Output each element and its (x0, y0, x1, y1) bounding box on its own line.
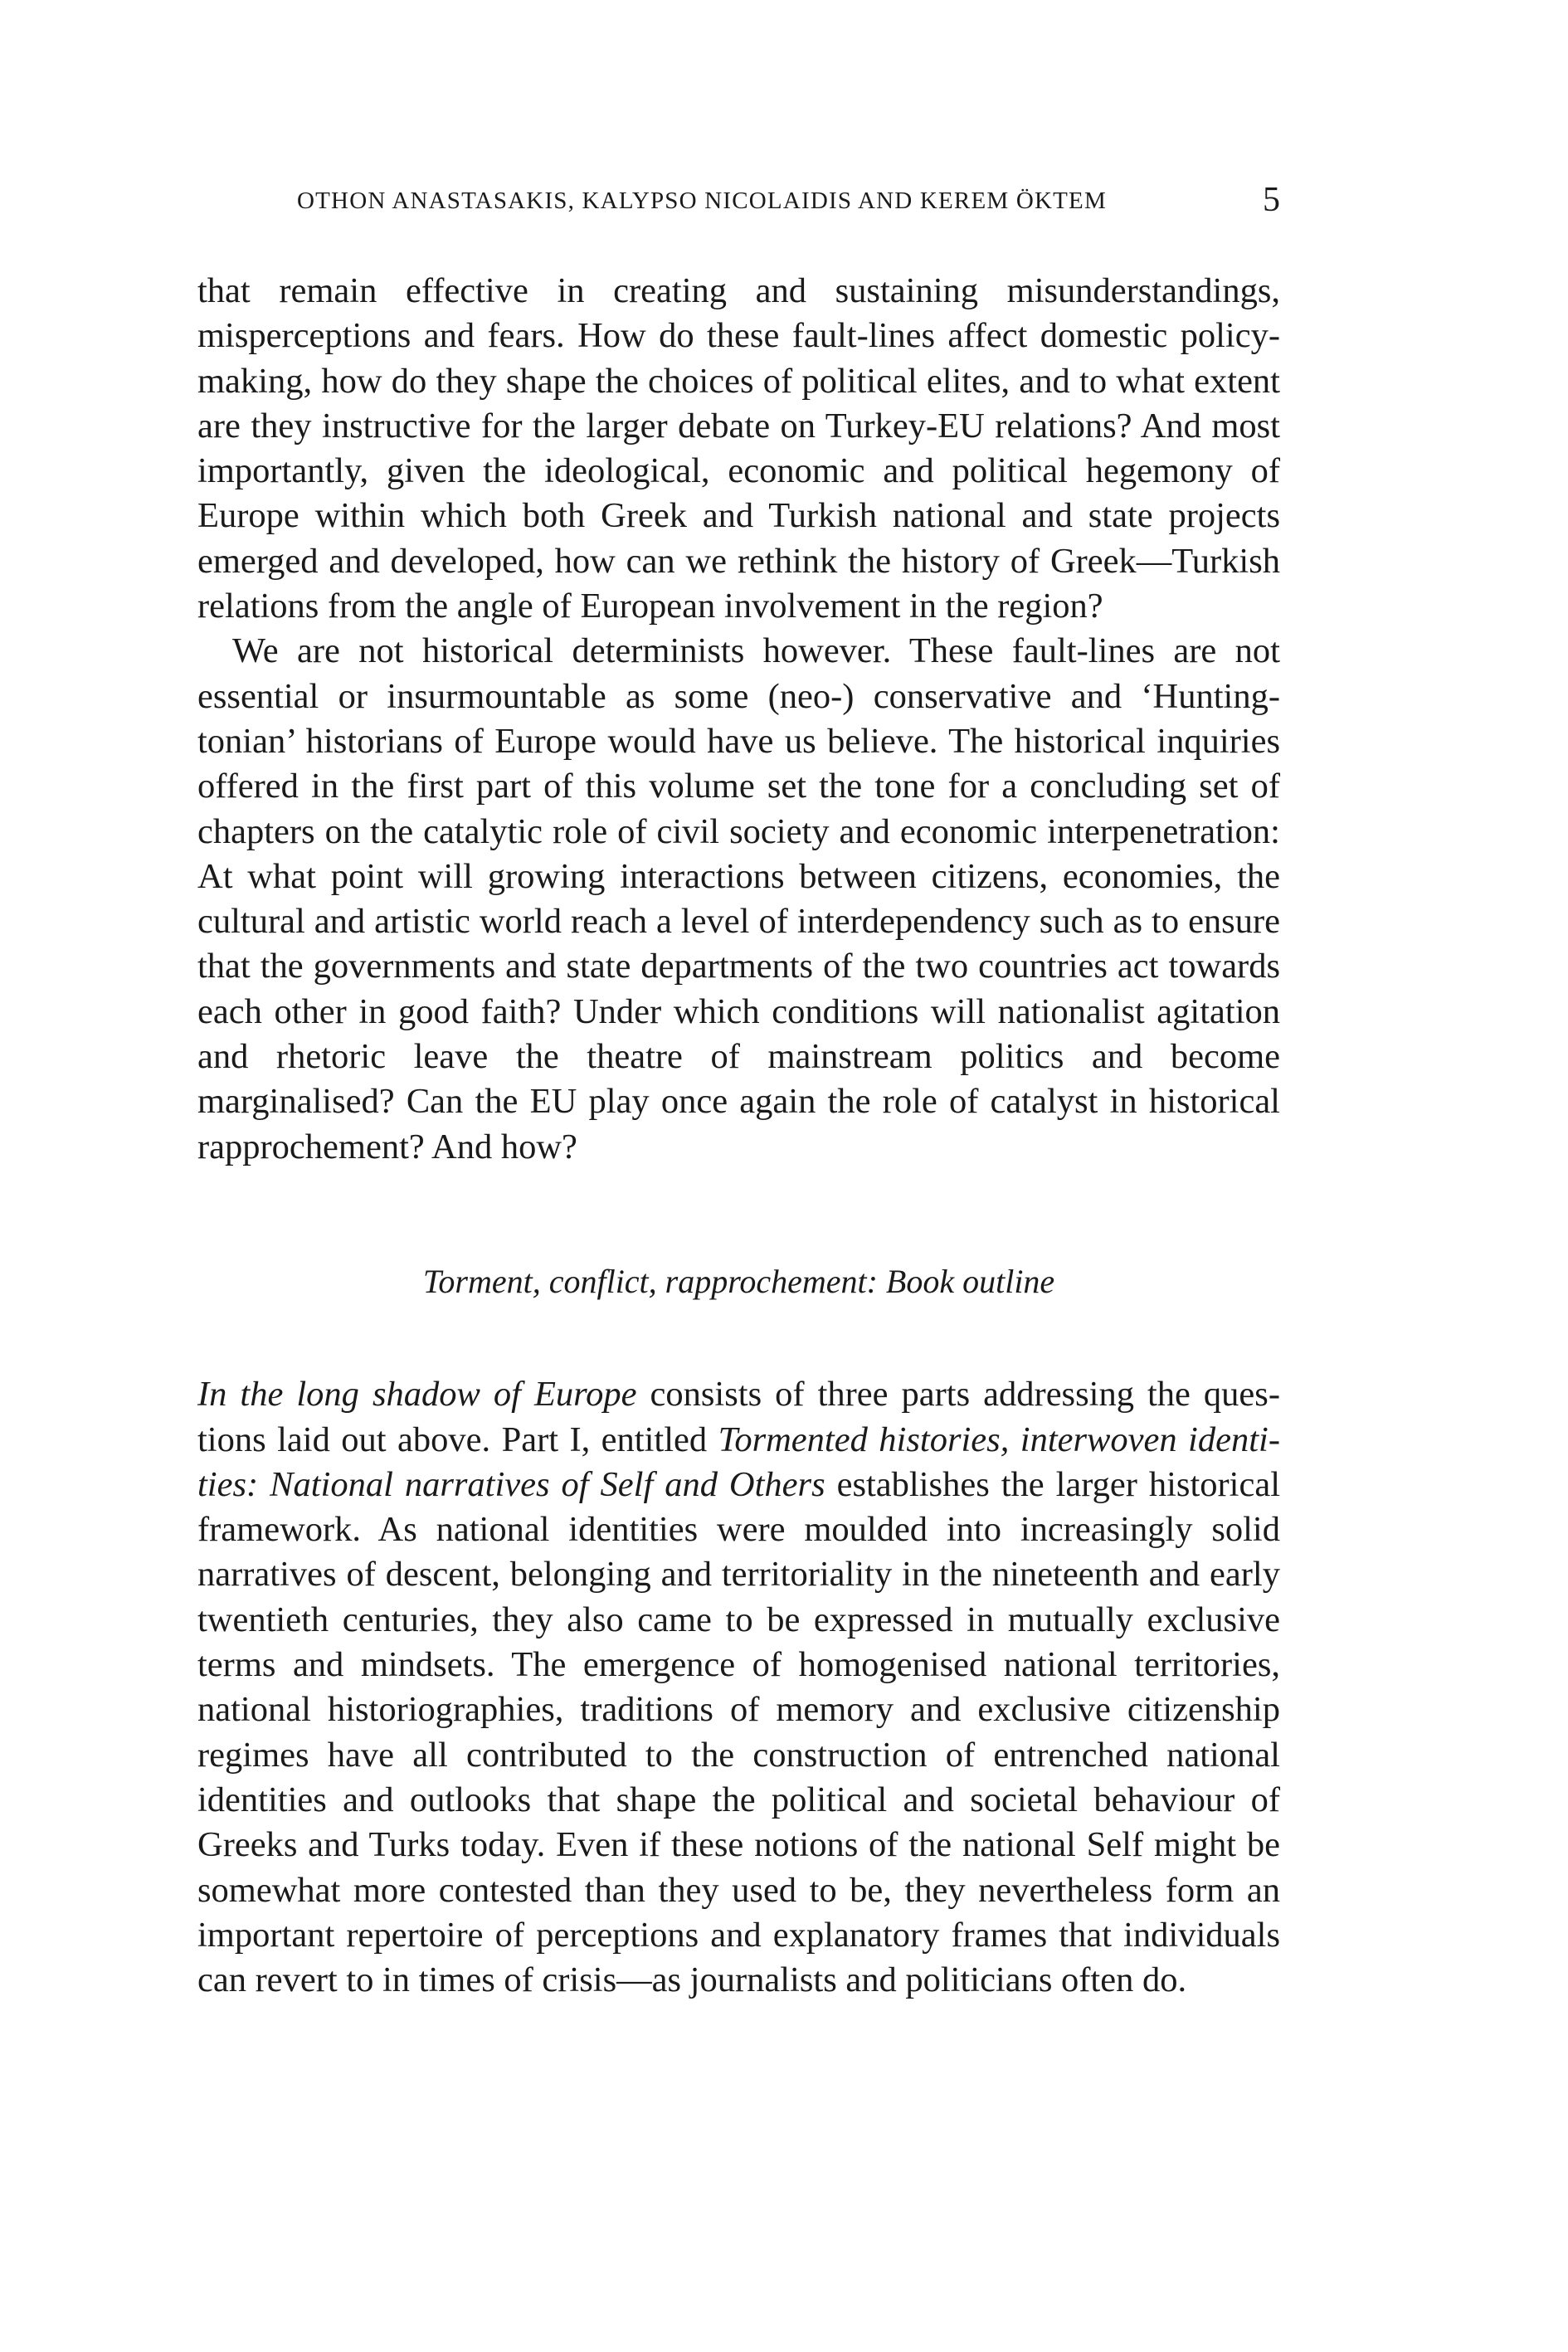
body-text (197, 269, 1280, 2003)
paragraph-3-text-b: establishes the larger historical framework. As national identities were moulded into increasingly solid narratives of descent, belonging and territoriality in the nineteenth and early twentieth centuries, they also came to be expressed in mutually exclusive terms and mindsets. The emergence of homogenised national territories, national historiographies, traditions of memory and exclusive citizenship regimes have all contributed to the construction of entrenched national identities and outlooks that shape the political and societal behaviour of Greeks and Turks today. Even if these notions of the national Self might be somewhat more contested than they used to be, they nevertheless form an important repertoire of perceptions and explanatory frames that individuals can revert to in times of crisis—as journalists and politicians often do. (197, 1464, 1280, 2000)
book-title: In the long shadow of Europe (197, 1375, 637, 1415)
section-heading: Torment, conflict, rapprochement: Book outline (422, 1262, 1055, 1300)
part-title: Tormented histories, interwoven identities: National narratives of Self and Others (197, 1419, 1280, 1504)
running-head-authors: OTHON ANASTASAKIS, KALYPSO NICOLAIDIS AND KEREM ÖKTEM (297, 187, 1107, 214)
running-head (197, 179, 1280, 229)
paragraph-2: We are not historical determinists however. These fault-lines are not essential or insurmountable as some (neo-) conservative and ‘Huntingtonian’ historians of Europe would have us believe. The historical inquiries offered in the first part of this volume set the tone for a concluding set of chapters on the catalytic role of civil society and economic interpenetration: At what point will growing interactions between citizens, economies, the cultural and artistic world reach a level of interdependency such as to ensure that the governments and state departments of the two countries act towards each other in good faith? Under which conditions will nationalist agitation and rhetoric leave the theatre of mainstream politics and become marginalised? Can the EU play once again the role of catalyst in historical rapprochement? And how? (197, 631, 1280, 1166)
paragraph-1: that remain effective in creating and sustaining misunderstandings, misperceptions and fears. How do these fault-lines affect domestic policy-making, how do they shape the choices of political elites, and to what extent are they instructive for the larger debate on Turkey-EU relations? And most importantly, given the ideological, economic and political hegemony of Europe within which both Greek and Turkish national and state projects emerged and developed, how can we rethink the history of Greek—Turkish relations from the angle of European involvement in the region? (197, 271, 1280, 626)
paragraph-3-text-a: consists of three parts addressing the questions laid out above. Part I, entitled (197, 1375, 1280, 1459)
page-number: 5 (1263, 181, 1280, 219)
paragraph-3 (197, 1372, 1280, 2003)
